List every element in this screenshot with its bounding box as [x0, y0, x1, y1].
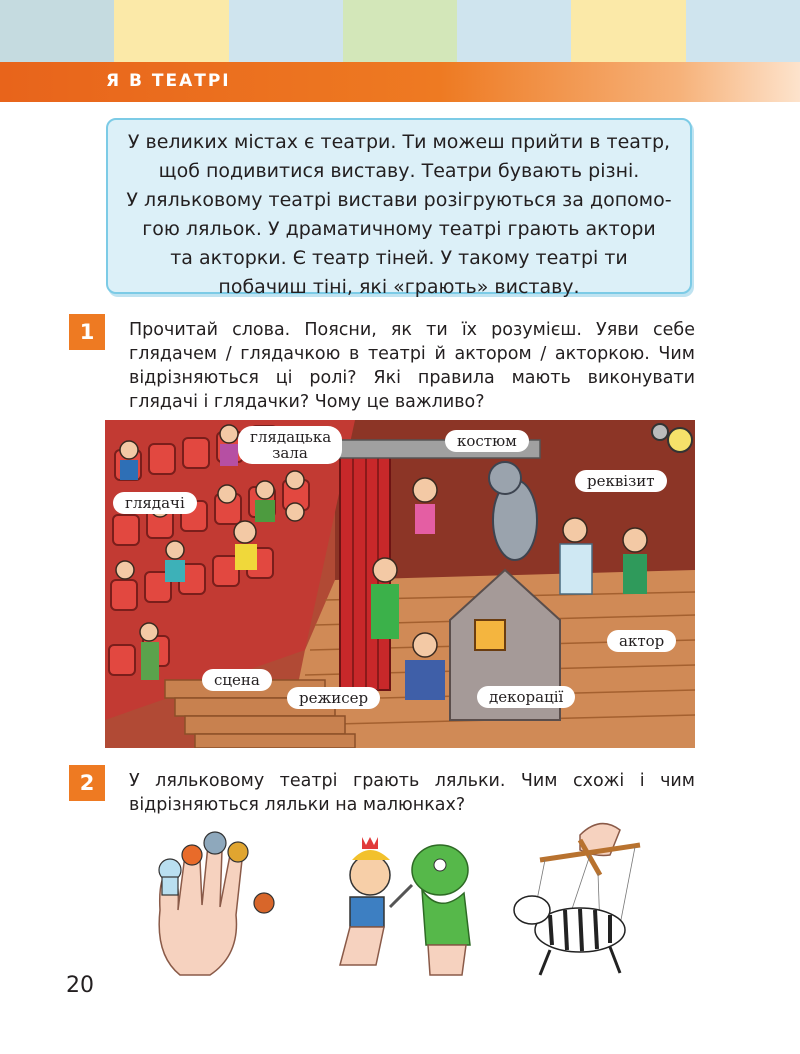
- task-2-text: У ляльковому театрі грають ляльки. Чим схожі і чим відрізняються ляльки на малюнках?: [129, 771, 695, 815]
- stripe: [457, 0, 571, 62]
- section-banner: [0, 62, 800, 102]
- label-director: режисер: [287, 687, 380, 709]
- label-spectators: глядачі: [113, 492, 197, 514]
- stripe: [343, 0, 457, 62]
- label-scenery: декорації: [477, 686, 575, 708]
- theater-illustration: [105, 420, 695, 748]
- stripe: [686, 0, 800, 62]
- intro-line: У ляльковому театрі вистави розігруються за допомо-: [126, 189, 672, 211]
- puppets-image: [140, 815, 660, 985]
- intro-line: гою ляльок. У драматичному театрі грають актори: [142, 218, 656, 240]
- task-1-text: Прочитай слова. Поясни, як ти їх розумієш. Уяви себе глядачем / глядачкою в театрі й актором / акторкою. Чим відрізняються ці ролі? Які правила мають виконувати глядачі і глядачки? Чому це важливо?: [129, 320, 695, 412]
- finger-puppets: [159, 832, 274, 975]
- intro-box: [106, 118, 692, 298]
- page-number: 20: [66, 973, 94, 998]
- stripe: [571, 0, 685, 62]
- label-hall: глядацька зала: [238, 426, 342, 464]
- task-number-2: 2: [69, 765, 105, 801]
- stripe: [229, 0, 343, 62]
- intro-line: щоб подивитися виставу. Театри бувають різні.: [158, 160, 640, 182]
- intro-line: У великих містах є театри. Ти можеш прийти в театр,: [127, 131, 671, 153]
- marionette: [514, 824, 640, 975]
- intro-line: побачиш тіні, які «грають» виставу.: [218, 276, 580, 298]
- intro-line: та акторки. Є театр тіней. У такому театрі ти: [170, 247, 628, 269]
- stripe: [114, 0, 228, 62]
- section-title: Я В ТЕАТРІ: [106, 71, 231, 91]
- puppets-illustration: [140, 815, 660, 985]
- stripe: [0, 0, 114, 62]
- task-number-1: 1: [69, 314, 105, 350]
- label-stage: сцена: [202, 669, 272, 691]
- color-stripes: [0, 0, 800, 62]
- label-props: реквізит: [575, 470, 667, 492]
- glove-puppets: [340, 837, 470, 975]
- label-costume: костюм: [445, 430, 529, 452]
- label-actor: актор: [607, 630, 676, 652]
